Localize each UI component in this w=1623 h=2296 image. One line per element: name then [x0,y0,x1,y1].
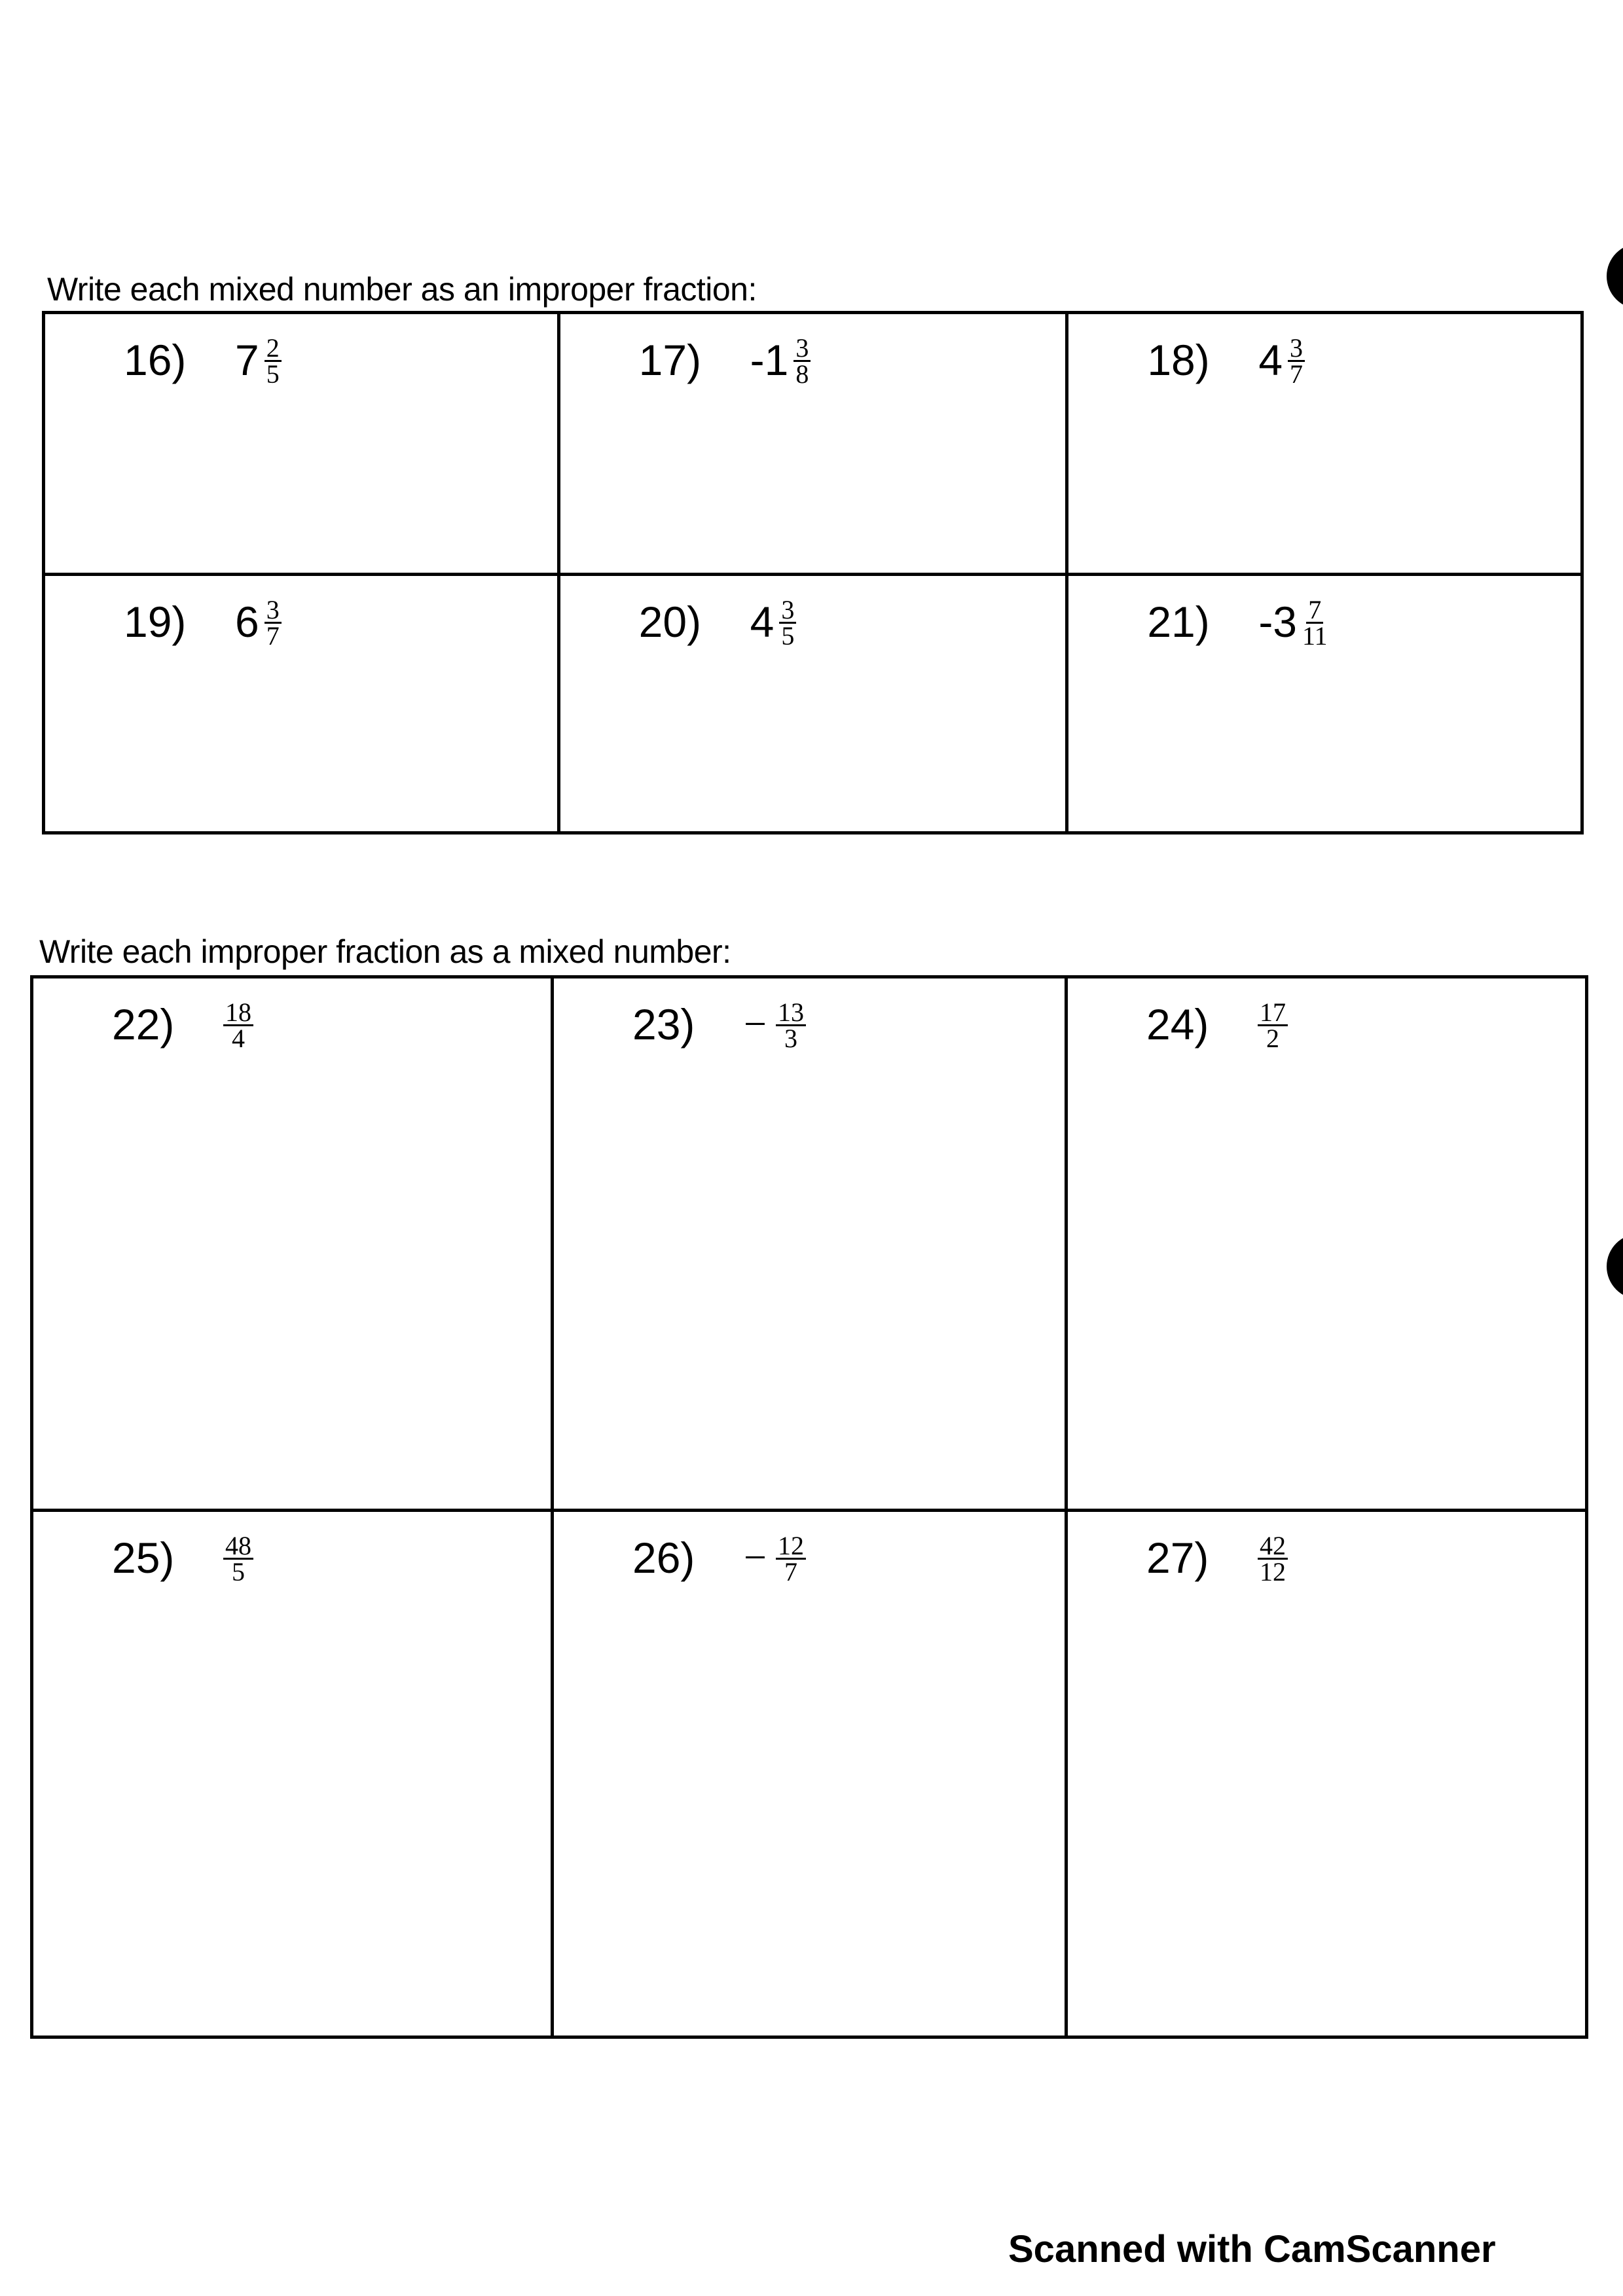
numerator: 7 [1306,598,1323,624]
problem-17 [639,332,811,387]
numerator: 12 [776,1534,806,1560]
problem-number: 27) [1146,1533,1209,1582]
denominator: 2 [1266,1024,1279,1053]
numerator: 17 [1258,1001,1288,1026]
problem-cell-21[interactable] [1068,573,1580,831]
whole-number: -1 [750,335,789,384]
problem-number: 20) [638,597,702,646]
problem-number: 21) [1147,597,1210,646]
whole-number: 7 [235,335,259,384]
fraction [776,997,806,1053]
problem-cell-16[interactable] [45,314,557,573]
numerator: 3 [793,336,811,362]
fraction [776,1531,806,1587]
numerator: 48 [223,1534,253,1560]
fraction [779,595,796,651]
numerator: 3 [264,598,282,624]
problem-23 [632,997,806,1051]
fraction [1288,333,1305,389]
denominator: 7 [784,1557,797,1587]
problem-number: 19) [124,597,187,646]
problem-number: 26) [632,1533,695,1582]
problem-number: 18) [1147,335,1210,384]
numerator: 2 [264,336,282,362]
fraction [223,997,253,1053]
denominator: 7 [266,621,280,651]
problem-cell-25[interactable] [33,1509,551,2036]
numerator: 42 [1258,1534,1288,1560]
problem-number: 22) [112,999,175,1049]
fraction [264,595,282,651]
whole-number: -3 [1258,597,1298,646]
section1-problem-grid [42,311,1584,834]
problem-number: 25) [112,1533,175,1582]
fraction [223,1531,253,1587]
problem-20 [639,594,797,649]
numerator: 13 [776,1001,806,1026]
punch-hole-middle [1607,1234,1623,1299]
problem-cell-18[interactable] [1068,314,1580,573]
problem-cell-19[interactable] [45,573,557,831]
denominator: 8 [795,359,809,389]
denominator: 11 [1302,621,1328,651]
fraction [1258,1531,1288,1587]
problem-cell-20[interactable] [557,573,1069,831]
minus-sign: − [744,1001,767,1047]
problem-cell-26[interactable] [551,1509,1068,2036]
problem-27 [1146,1530,1288,1585]
problem-cell-23[interactable] [551,978,1068,1509]
section2-problem-grid [30,975,1588,2039]
fraction [1302,595,1328,651]
problem-number: 23) [632,999,695,1049]
problem-26 [632,1530,806,1585]
problem-number: 16) [124,335,187,384]
denominator: 5 [781,621,795,651]
denominator: 7 [1290,359,1304,389]
problem-19 [124,594,282,649]
problem-24 [1146,997,1288,1051]
problem-22 [112,997,253,1051]
denominator: 4 [232,1024,245,1053]
numerator: 3 [1288,336,1305,362]
whole-number: 4 [1258,335,1283,384]
whole-number: 6 [235,597,259,646]
fraction [264,333,282,389]
section2-instruction: Write each improper fraction as a mixed number: [39,933,731,970]
numerator: 18 [223,1001,253,1026]
problem-cell-17[interactable] [557,314,1069,573]
denominator: 5 [266,359,280,389]
section1-instruction: Write each mixed number as an improper fraction: [47,271,757,308]
fraction [793,333,811,389]
problem-21 [1147,594,1327,649]
problem-25 [112,1530,253,1585]
problem-16 [124,332,282,387]
numerator: 3 [779,598,796,624]
denominator: 12 [1260,1557,1286,1587]
problem-18 [1147,332,1305,387]
punch-hole-top [1607,243,1623,309]
whole-number: 4 [750,597,775,646]
problem-cell-27[interactable] [1068,1509,1585,2036]
problem-number: 17) [638,335,702,384]
denominator: 3 [784,1024,797,1053]
scanner-watermark: Scanned with CamScanner [1008,2228,1496,2270]
minus-sign: − [744,1535,767,1580]
problem-cell-24[interactable] [1068,978,1585,1509]
problem-cell-22[interactable] [33,978,551,1509]
problem-number: 24) [1146,999,1209,1049]
denominator: 5 [232,1557,245,1587]
fraction [1258,997,1288,1053]
